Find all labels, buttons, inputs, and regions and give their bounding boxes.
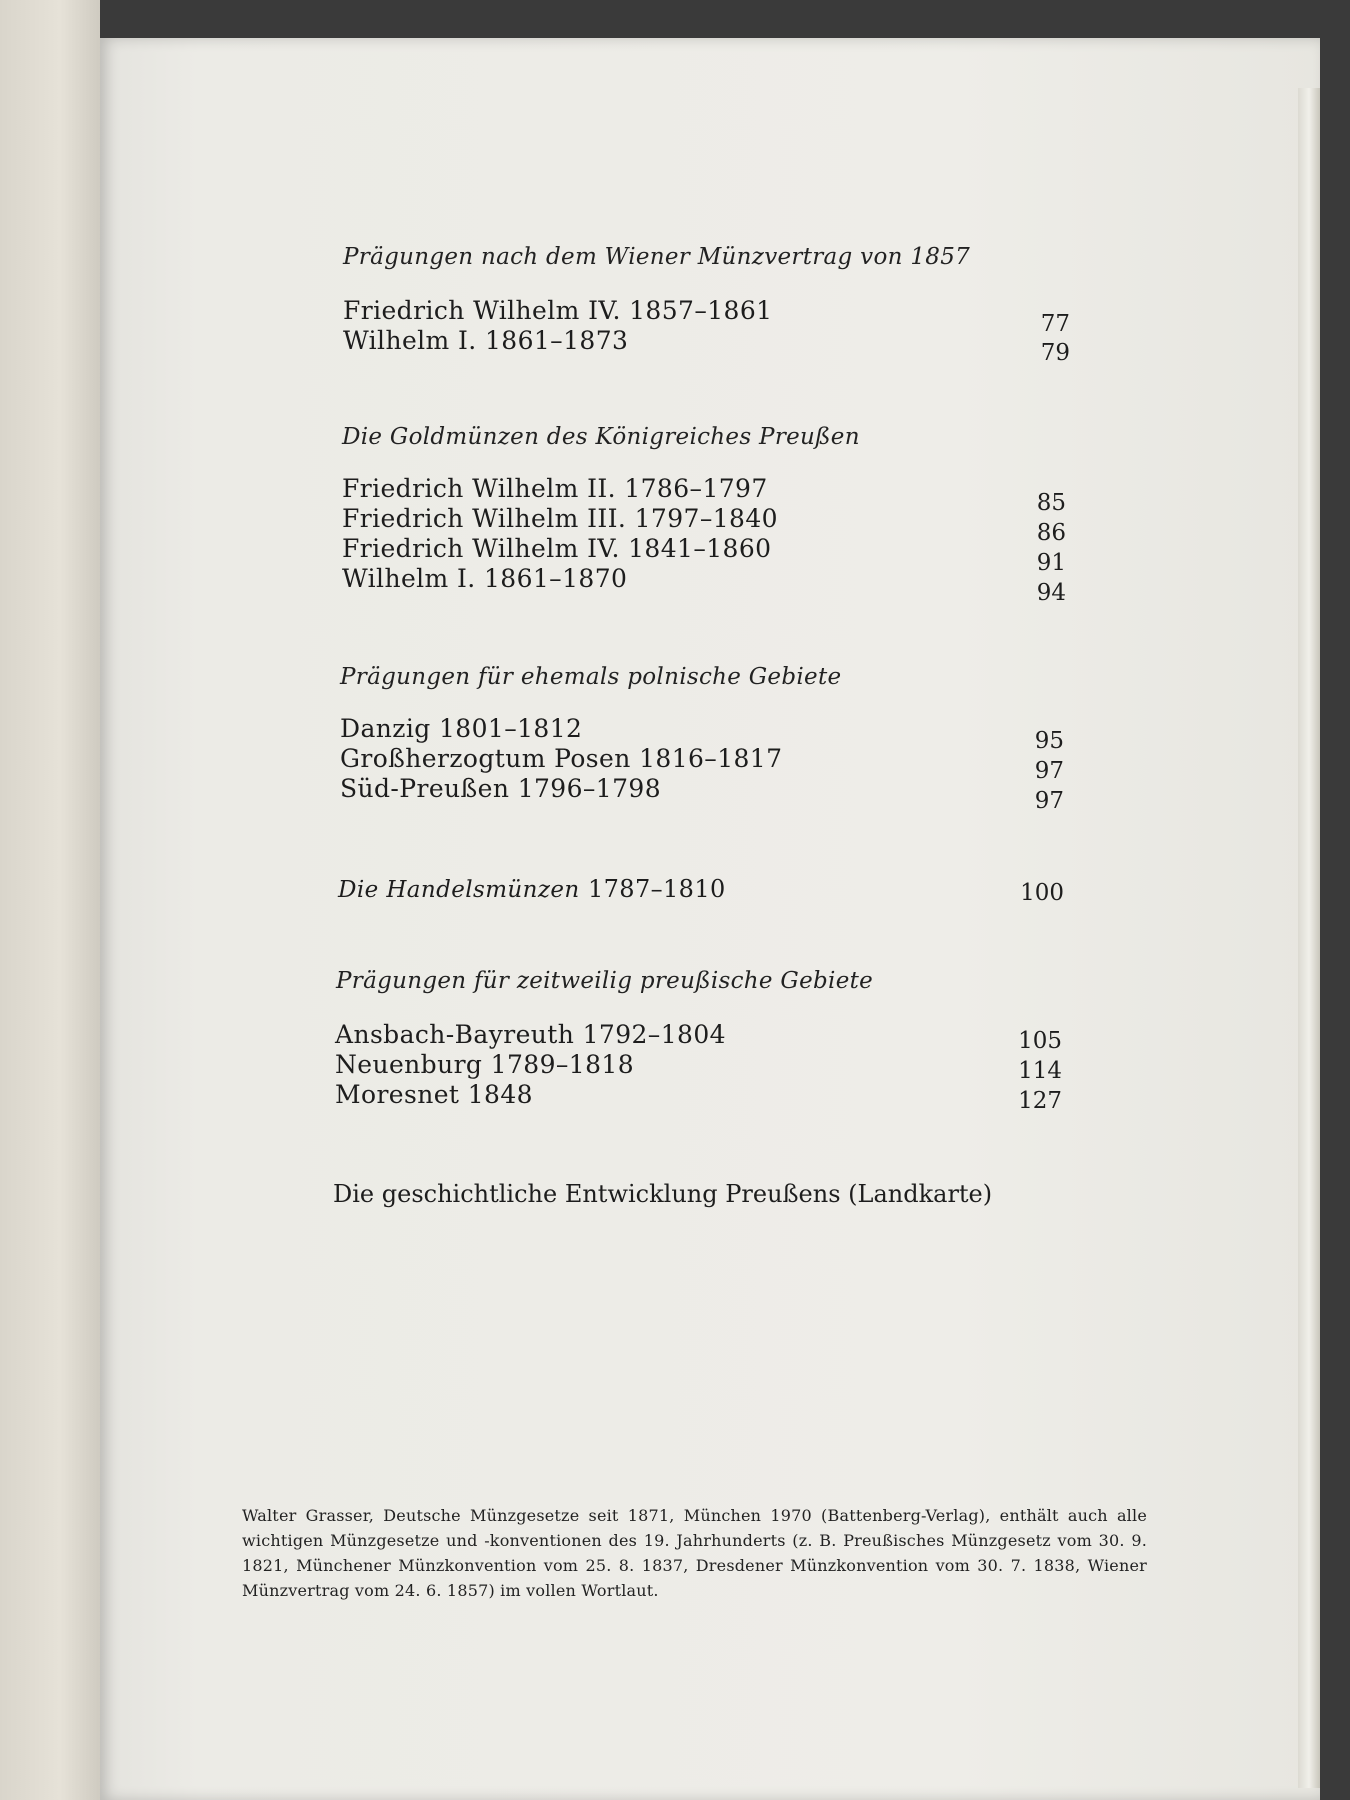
toc-page-number: 127 (1018, 1088, 1062, 1114)
toc-entry: Friedrich Wilhelm IV. 1857–1861 (343, 296, 773, 325)
section-heading-years: 1787–1810 (587, 875, 726, 903)
section-heading-handelsmuenzen (338, 874, 726, 903)
toc-page-number: 86 (1036, 520, 1066, 546)
toc-page-number: 79 (1040, 340, 1070, 366)
toc-page-number: 97 (1034, 758, 1064, 784)
section-heading-zeitweilig-preussisch: Prägungen für zeitweilig preußische Gebiete (336, 968, 874, 994)
toc-page-number: 91 (1036, 550, 1066, 576)
section-heading-wiener-muenzvertrag: Prägungen nach dem Wiener Münzvertrag von 1857 (343, 244, 971, 270)
toc-entry: Wilhelm I. 1861–1870 (342, 564, 628, 593)
toc-entry: Großherzogtum Posen 1816–1817 (340, 744, 783, 773)
toc-entry: Danzig 1801–1812 (340, 714, 583, 743)
toc-page-number: 94 (1036, 580, 1066, 606)
toc-entry: Neuenburg 1789–1818 (335, 1050, 635, 1079)
map-entry: Die geschichtliche Entwicklung Preußens (Landkarte) (333, 1180, 993, 1208)
toc-page-number: 114 (1018, 1058, 1062, 1084)
toc-entry: Moresnet 1848 (335, 1080, 533, 1109)
toc-entry: Friedrich Wilhelm II. 1786–1797 (342, 474, 768, 503)
toc-page-number: 95 (1034, 728, 1064, 754)
page-stack-edge (1298, 88, 1320, 1788)
toc-entry: Friedrich Wilhelm IV. 1841–1860 (342, 534, 772, 563)
section-heading-goldmuenzen: Die Goldmünzen des Königreiches Preußen (342, 424, 860, 450)
toc-entry: Ansbach-Bayreuth 1792–1804 (335, 1020, 726, 1049)
section-heading-polnische-gebiete: Prägungen für ehemals polnische Gebiete (340, 664, 842, 690)
facing-page-edge (0, 0, 100, 1800)
toc-entry: Friedrich Wilhelm III. 1797–1840 (342, 504, 778, 533)
footnote: Walter Grasser, Deutsche Münzgesetze seit 1871, München 1970 (Battenberg-Verlag), enthält auch alle wichtigen Münzgesetze und -konventionen des 19. Jahrhunderts (z. B. Preußisches Münzgesetz vom 30. 9. 1821, Münchener Münzkonvention vom 25. 8. 1837, Dresdener Münzkonvention vom 30. 7. 1838, Wiener Münzvertrag vom 24. 6. 1857) im vollen Wortlaut. (242, 1506, 1147, 1600)
toc-page-number: 77 (1040, 311, 1070, 337)
section-heading-text: Die Handelsmünzen (338, 877, 580, 903)
toc-page-number: 105 (1018, 1028, 1062, 1054)
toc-page-number: 85 (1036, 490, 1066, 516)
toc-page-number: 97 (1034, 788, 1064, 814)
toc-entry: Wilhelm I. 1861–1873 (343, 326, 629, 355)
toc-page-number: 100 (1020, 880, 1064, 906)
toc-entry: Süd-Preußen 1796–1798 (340, 774, 662, 803)
